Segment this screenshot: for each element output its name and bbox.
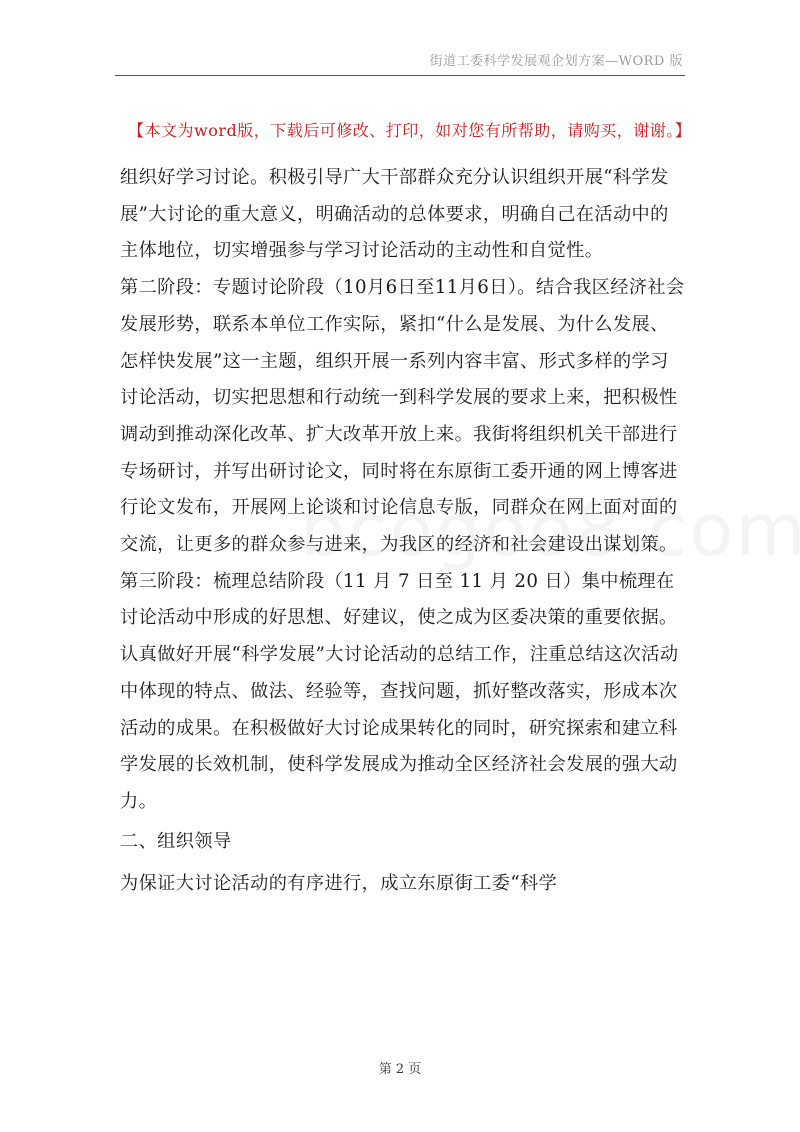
paragraph: 第二阶段：专题讨论阶段（10月6日至11月6日）。结合我区经济社会发展形势，联系本单位工作实际，紧扣“什么是发展、为什么发展、怎样快发展”这一主题，组织开展一系列内容丰富、形式多样的学习讨论活动，切实把思想和行动统一到科学发展的要求上来，把积极性调动到推动深化改革、扩大改革开放上来。我街将组织机关干部进行专场研讨，并写出研讨论文，同时将在东原街工委开通的网上博客进行论文发布，开展网上论谈和讨论信息专版，同群众在网上面对面的交流，让更多的群众参与进来，为我区的经济和社会建设出谋划策。 <box>120 277 685 556</box>
running-header: 街道工委科学发展观企划方案—WORD 版 <box>429 54 683 69</box>
document-body <box>120 160 686 903</box>
paragraph: 为保证大讨论活动的有序进行，成立东原街工委“科学 <box>120 873 558 895</box>
page-number: 第 2 页 <box>378 1062 422 1077</box>
paragraph: 第三阶段：梳理总结阶段（11 月 7 日至 11 月 20 日）集中梳理在讨论活动中形成的好思想、好建议，使之成为区委决策的重要依据。认真做好开展“科学发展”大讨论活动的总结工作，注重总结这次活动中体现的特点、做法、经验等，查找问题，抓好整改落实，形成本次活动的成果。在积极做好大讨论成果转化的同时，研究探索和建立科学发展的长效机制，使科学发展成为推动全区经济社会发展的强大动力。 <box>120 570 679 812</box>
paragraph: 组织好学习讨论。积极引导广大干部群众充分认识组织开展“科学发展”大讨论的重大意义，明确活动的总体要求，明确自己在活动中的主体地位，切实增强参与学习讨论活动的主动性和自觉性。 <box>120 167 669 262</box>
section-heading: 二、组织领导 <box>120 830 232 852</box>
header-divider <box>115 75 685 76</box>
download-notice: 【本文为word版，下载后可修改、打印，如对您有所帮助，请购买，谢谢。】 <box>128 121 692 140</box>
